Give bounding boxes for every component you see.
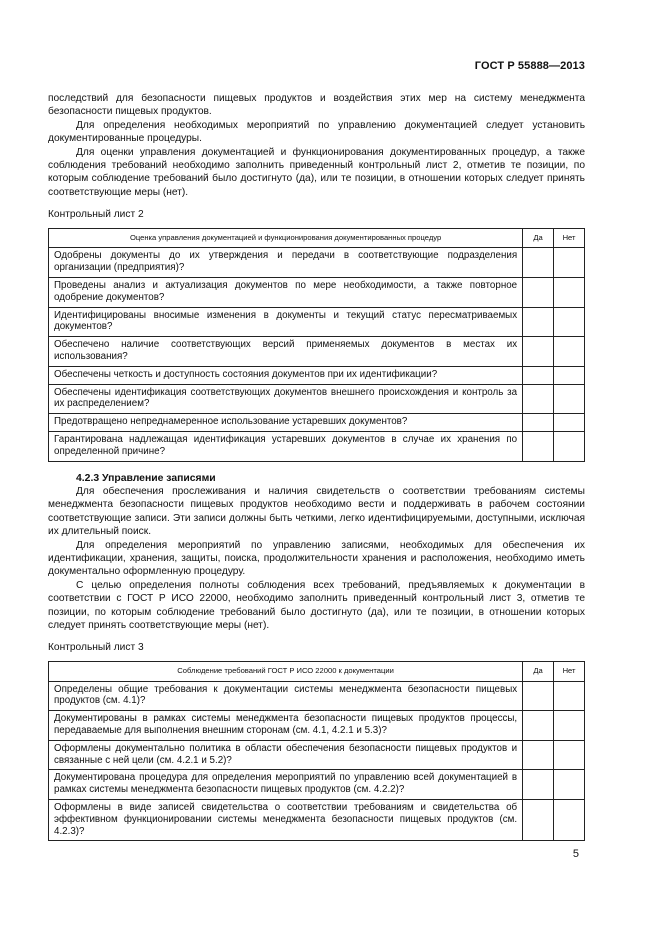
column-header-no: Нет bbox=[554, 661, 585, 681]
checklist-3-caption: Контрольный лист 3 bbox=[48, 642, 144, 654]
no-cell[interactable] bbox=[554, 278, 585, 308]
no-cell[interactable] bbox=[554, 366, 585, 384]
no-cell[interactable] bbox=[554, 337, 585, 367]
yes-cell[interactable] bbox=[523, 800, 554, 841]
table-row bbox=[49, 278, 585, 308]
yes-cell[interactable] bbox=[523, 770, 554, 800]
column-header-no: Нет bbox=[554, 228, 585, 248]
column-header-criterion: Оценка управления документацией и функционирования документированных процедур bbox=[49, 228, 523, 248]
no-cell[interactable] bbox=[554, 248, 585, 278]
table-header-row bbox=[49, 661, 585, 681]
no-cell[interactable] bbox=[554, 740, 585, 770]
table-row bbox=[49, 414, 585, 432]
yes-cell[interactable] bbox=[523, 337, 554, 367]
no-cell[interactable] bbox=[554, 432, 585, 462]
criterion-cell: Документирована процедура для определения мероприятий по управлению всей документацией в рамках системы менеджмента безопасности пищевых продуктов (см. 4.2.2)? bbox=[49, 770, 523, 800]
criterion-cell: Обеспечено наличие соответствующих версий применяемых документов в местах их использования? bbox=[49, 337, 523, 367]
column-header-criterion: Соблюдение требований ГОСТ Р ИСО 22000 к документации bbox=[49, 661, 523, 681]
table-row bbox=[49, 248, 585, 278]
criterion-cell: Проведены анализ и актуализация документов по мере необходимости, а также повторное одобрение документов? bbox=[49, 278, 523, 308]
paragraph: Для оценки управления документацией и функционирования документированных процедур, а также соблюдения требований необходимо заполнить приведенный контрольный лист 2, отметив те позиции, по которым соблюдение требований было достигнуто (да), или те позиции, в отношении которых следует принять соответствующие меры (нет). bbox=[48, 146, 585, 198]
checklist-2-caption: Контрольный лист 2 bbox=[48, 209, 144, 221]
table-row bbox=[49, 432, 585, 462]
yes-cell[interactable] bbox=[523, 681, 554, 711]
yes-cell[interactable] bbox=[523, 307, 554, 337]
paragraph: Для определения необходимых мероприятий по управлению документацией следует установить документированные процедуры. bbox=[48, 119, 585, 145]
table-row bbox=[49, 366, 585, 384]
criterion-cell: Определены общие требования к документации системы менеджмента безопасности пищевых продуктов (см. 4.1)? bbox=[49, 681, 523, 711]
criterion-cell: Идентифицированы вносимые изменения в документы и текущий статус пересматриваемых документов? bbox=[49, 307, 523, 337]
paragraph: Для определения мероприятий по управлению записями, необходимых для обеспечения их идентификации, хранения, защиты, поиска, продолжительности хранения и расположения, необходимо иметь документально оформленную процедуру. bbox=[48, 539, 585, 578]
no-cell[interactable] bbox=[554, 307, 585, 337]
checklist-2-table bbox=[48, 228, 585, 462]
yes-cell[interactable] bbox=[523, 278, 554, 308]
table-row bbox=[49, 307, 585, 337]
section-heading: 4.2.3 Управление записями bbox=[76, 472, 216, 484]
table-row bbox=[49, 337, 585, 367]
table-row bbox=[49, 800, 585, 841]
doc-header-id: ГОСТ Р 55888—2013 bbox=[474, 60, 585, 72]
no-cell[interactable] bbox=[554, 800, 585, 841]
criterion-cell: Оформлены документально политика в области обеспечения безопасности пищевых продуктов и связанные с ней цели (см. 4.2.1 и 5.2)? bbox=[49, 740, 523, 770]
yes-cell[interactable] bbox=[523, 248, 554, 278]
paragraph: С целью определения полноты соблюдения всех требований, предъявляемых к документации в соответствии с ГОСТ Р ИСО 22000, необходимо заполнить приведенный контрольный лист 3, отметив те позиции, по которым соблюдение требований было достигнуто (да), или те позиции, в отношении которых следует принять соответствующие меры (нет). bbox=[48, 579, 585, 632]
document-body bbox=[48, 92, 585, 841]
criterion-cell: Документированы в рамках системы менеджмента безопасности пищевых продуктов процессы, передаваемые для выполнения внешним сторонам (см. 4.1, 4.2.1 и 5.3)? bbox=[49, 711, 523, 741]
paragraph: Для обеспечения прослеживания и наличия свидетельств о соответствии требованиям системы менеджмента безопасности пищевых продуктов необходимо вести и поддерживать в рабочем состоянии соответствующие записи. Эти записи должны быть четкими, легко идентифицируемыми, доступными, исключая их длительный поиск. bbox=[48, 486, 585, 538]
yes-cell[interactable] bbox=[523, 740, 554, 770]
criterion-cell: Обеспечены идентификация соответствующих документов внешнего происхождения и контроль за их распределением? bbox=[49, 384, 523, 414]
table-header-row bbox=[49, 228, 585, 248]
column-header-yes: Да bbox=[523, 228, 554, 248]
criterion-cell: Оформлены в виде записей свидетельства о соответствии требованиям и свидетельства об эффективном функционировании системы менеджмента безопасности пищевых продуктов (см. 4.2.3)? bbox=[49, 800, 523, 841]
table-row bbox=[49, 384, 585, 414]
criterion-cell: Одобрены документы до их утверждения и передачи в соответствующие подразделения организации (предприятия)? bbox=[49, 248, 523, 278]
table-row bbox=[49, 681, 585, 711]
no-cell[interactable] bbox=[554, 414, 585, 432]
no-cell[interactable] bbox=[554, 770, 585, 800]
yes-cell[interactable] bbox=[523, 711, 554, 741]
no-cell[interactable] bbox=[554, 384, 585, 414]
yes-cell[interactable] bbox=[523, 414, 554, 432]
column-header-yes: Да bbox=[523, 661, 554, 681]
table-row bbox=[49, 711, 585, 741]
criterion-cell: Предотвращено непреднамеренное использование устаревших документов? bbox=[49, 414, 523, 432]
yes-cell[interactable] bbox=[523, 384, 554, 414]
no-cell[interactable] bbox=[554, 681, 585, 711]
paragraph: последствий для безопасности пищевых продуктов и воздействия этих мер на систему менеджмента безопасности пищевых продуктов. bbox=[48, 93, 585, 118]
criterion-cell: Обеспечены четкость и доступность состояния документов при их идентификации? bbox=[49, 366, 523, 384]
page-number: 5 bbox=[572, 848, 579, 860]
table-row bbox=[49, 740, 585, 770]
no-cell[interactable] bbox=[554, 711, 585, 741]
yes-cell[interactable] bbox=[523, 366, 554, 384]
yes-cell[interactable] bbox=[523, 432, 554, 462]
checklist-3-table bbox=[48, 661, 585, 842]
criterion-cell: Гарантирована надлежащая идентификация устаревших документов в случае их хранения по определенной причине? bbox=[49, 432, 523, 462]
table-row bbox=[49, 770, 585, 800]
